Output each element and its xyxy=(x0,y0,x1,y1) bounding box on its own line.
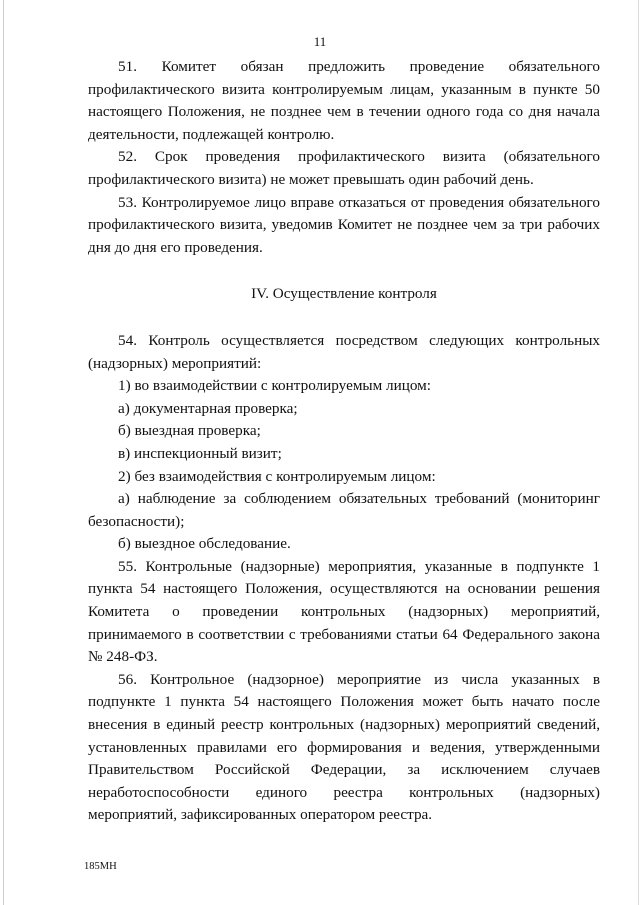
paragraph-51: 51. Комитет обязан предложить проведение обязательного профилактического визита контролируемым лицам, указанным в пункте 50 настоящего Положения, не позднее чем в течении одного года со дня начала деятельности, подлежащей контролю. xyxy=(88,58,600,143)
list-item-1a: а) документарная проверка; xyxy=(118,399,298,417)
list-item-2a: а) наблюдение за соблюдением обязательных требований (мониторинг безопасности); xyxy=(88,490,600,530)
paragraph-55: 55. Контрольные (надзорные) мероприятия, указанные в подпункте 1 пункта 54 настоящего Положения, осуществляются на основании решения Комитета о проведении контрольных (надзорных) мероприятий, принимаемого в соответствии с требованиями статьи 64 Федерального закона № 248-ФЗ. xyxy=(88,557,600,666)
list-item-1b: б) выездная проверка; xyxy=(118,422,261,440)
paragraph-53: 53. Контролируемое лицо вправе отказаться от проведения обязательного профилактического визита, уведомив Комитет не позднее чем за три рабочих дня до дня его проведения. xyxy=(88,193,600,256)
document-body xyxy=(88,56,600,827)
paragraph-56: 56. Контрольное (надзорное) мероприятие из числа указанных в подпункте 1 пункта 54 настоящего Положения может быть начато после внесения в единый реестр контрольных (надзорных) мероприятий сведений, установленных правилами его формирования и ведения, утвержденными Правительством Российской Федерации, за исключением случаев неработоспособности единого реестра контрольных (надзорных) мероприятий, зафиксированных оператором реестра. xyxy=(88,670,600,824)
list-item-1c: в) инспекционный визит; xyxy=(118,444,282,462)
page-number: 11 xyxy=(313,34,327,49)
list-item-2: 2) без взаимодействия с контролируемым лицом: xyxy=(118,467,436,485)
paragraph-52: 52. Срок проведения профилактического визита (обязательного профилактического визита) не может превышать один рабочий день. xyxy=(88,148,600,188)
scan-edge-left xyxy=(3,0,4,905)
list-item-2b: б) выездное обследование. xyxy=(118,535,291,553)
document-code: 185МН xyxy=(84,861,117,872)
scan-edge-right xyxy=(638,0,639,905)
paragraph-54: 54. Контроль осуществляется посредством следующих контрольных (надзорных) мероприятий: xyxy=(88,331,600,372)
list-item-1: 1) во взаимодействии с контролируемым лицом: xyxy=(118,377,432,395)
section-heading: IV. Осуществление контроля xyxy=(251,285,437,303)
